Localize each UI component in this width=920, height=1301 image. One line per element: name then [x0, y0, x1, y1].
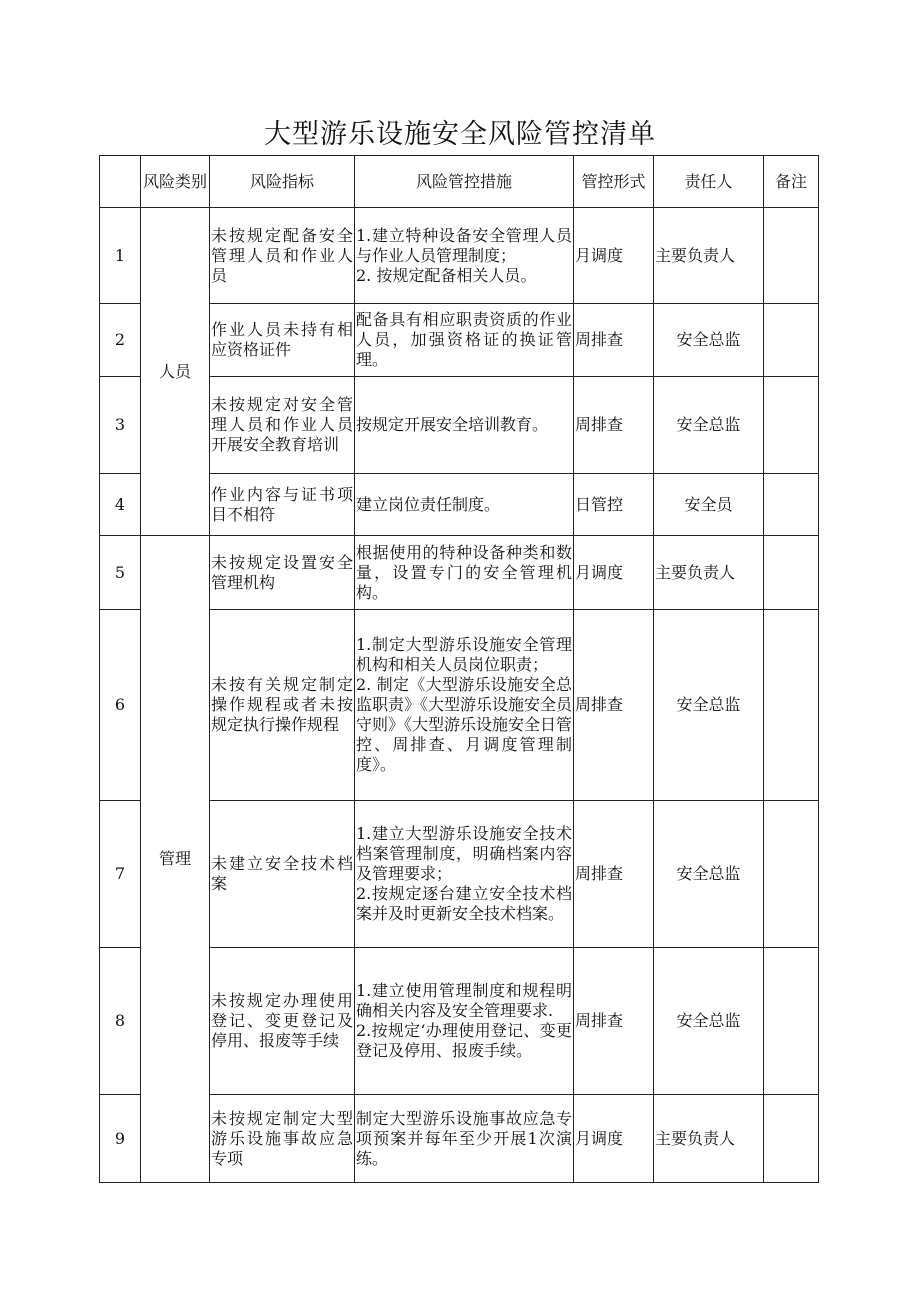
control-measure: 建立岗位责任制度。: [355, 474, 574, 536]
control-form: 周排查: [574, 948, 654, 1095]
remark: [764, 304, 819, 377]
responsible-person: 安全总监: [654, 948, 764, 1095]
risk-indicator: 未建立安全技术档案: [210, 801, 355, 948]
responsible-person: 安全总监: [654, 610, 764, 801]
row-number: 6: [100, 610, 141, 801]
remark: [764, 801, 819, 948]
control-measure: 根据使用的特种设备种类和数量，设置专门的安全管理机构。: [355, 536, 574, 610]
responsible-person: 主要负责人: [654, 536, 764, 610]
row-number: 2: [100, 304, 141, 377]
responsible-person: 安全员: [654, 474, 764, 536]
row-number: 4: [100, 474, 141, 536]
control-form: 周排查: [574, 610, 654, 801]
control-measure: 1.制定大型游乐设施安全管理机构和相关人员岗位职责； 2. 制定《大型游乐设施安全总监职责》《大型游乐设施安全员守则》《大型游乐设施安全日管控、周排查、月调度管理制度》。: [355, 610, 574, 801]
control-form: 周排查: [574, 801, 654, 948]
control-form: 日管控: [574, 474, 654, 536]
control-measure: 配备具有相应职责资质的作业人员，加强资格证的换证管理。: [355, 304, 574, 377]
control-form: 月调度: [574, 208, 654, 304]
header-no: [100, 156, 141, 208]
remark: [764, 377, 819, 474]
remark: [764, 208, 819, 304]
control-measure: 1.建立使用管理制度和规程明确相关内容及安全管理要求. 2.按规定‘办理使用登记、变更登记及停用、报废手续。: [355, 948, 574, 1095]
control-form: 周排查: [574, 377, 654, 474]
responsible-person: 安全总监: [654, 377, 764, 474]
control-measure: 制定大型游乐设施事故应急专项预案并每年至少开展1次演练。: [355, 1095, 574, 1183]
risk-indicator: 未按规定设置安全管理机构: [210, 536, 355, 610]
control-form: 周排查: [574, 304, 654, 377]
header-measure: 风险管控措施: [355, 156, 574, 208]
remark: [764, 610, 819, 801]
category-cell: 人员: [141, 208, 210, 536]
page-title: 大型游乐设施安全风险管控清单: [264, 119, 656, 150]
table-header-row: [100, 156, 819, 208]
risk-indicator: 作业人员未持有相应资格证件: [210, 304, 355, 377]
table-row: [100, 208, 819, 304]
row-number: 5: [100, 536, 141, 610]
row-number: 8: [100, 948, 141, 1095]
row-number: 3: [100, 377, 141, 474]
header-form: 管控形式: [574, 156, 654, 208]
control-form: 月调度: [574, 536, 654, 610]
category-cell: 管理: [141, 536, 210, 1183]
row-number: 7: [100, 801, 141, 948]
control-measure: 1.建立大型游乐设施安全技术档案管理制度，明确档案内容及管理要求； 2.按规定逐台建立安全技术档案并及时更新安全技术档案。: [355, 801, 574, 948]
risk-control-table: [99, 155, 819, 1183]
row-number: 9: [100, 1095, 141, 1183]
control-measure: 按规定开展安全培训教育。: [355, 377, 574, 474]
header-category: 风险类别: [141, 156, 210, 208]
remark: [764, 1095, 819, 1183]
risk-indicator: 未按规定配备安全管理人员和作业人员: [210, 208, 355, 304]
risk-indicator: 未按规定制定大型游乐设施事故应急专项: [210, 1095, 355, 1183]
control-form: 月调度: [574, 1095, 654, 1183]
control-measure: 1.建立特种设备安全管理人员与作业人员管理制度； 2. 按规定配备相关人员。: [355, 208, 574, 304]
header-indicator: 风险指标: [210, 156, 355, 208]
remark: [764, 948, 819, 1095]
remark: [764, 536, 819, 610]
header-owner: 责任人: [654, 156, 764, 208]
risk-indicator: 未按规定对安全管理人员和作业人员开展安全教育培训: [210, 377, 355, 474]
table-row: [100, 536, 819, 610]
responsible-person: 主要负责人: [654, 208, 764, 304]
risk-indicator: 作业内容与证书项目不相符: [210, 474, 355, 536]
responsible-person: 安全总监: [654, 304, 764, 377]
risk-indicator: 未按有关规定制定操作规程或者未按规定执行操作规程: [210, 610, 355, 801]
responsible-person: 安全总监: [654, 801, 764, 948]
header-note: 备注: [764, 156, 819, 208]
responsible-person: 主要负责人: [654, 1095, 764, 1183]
row-number: 1: [100, 208, 141, 304]
risk-indicator: 未按规定办理使用登记、变更登记及停用、报废等手续: [210, 948, 355, 1095]
remark: [764, 474, 819, 536]
